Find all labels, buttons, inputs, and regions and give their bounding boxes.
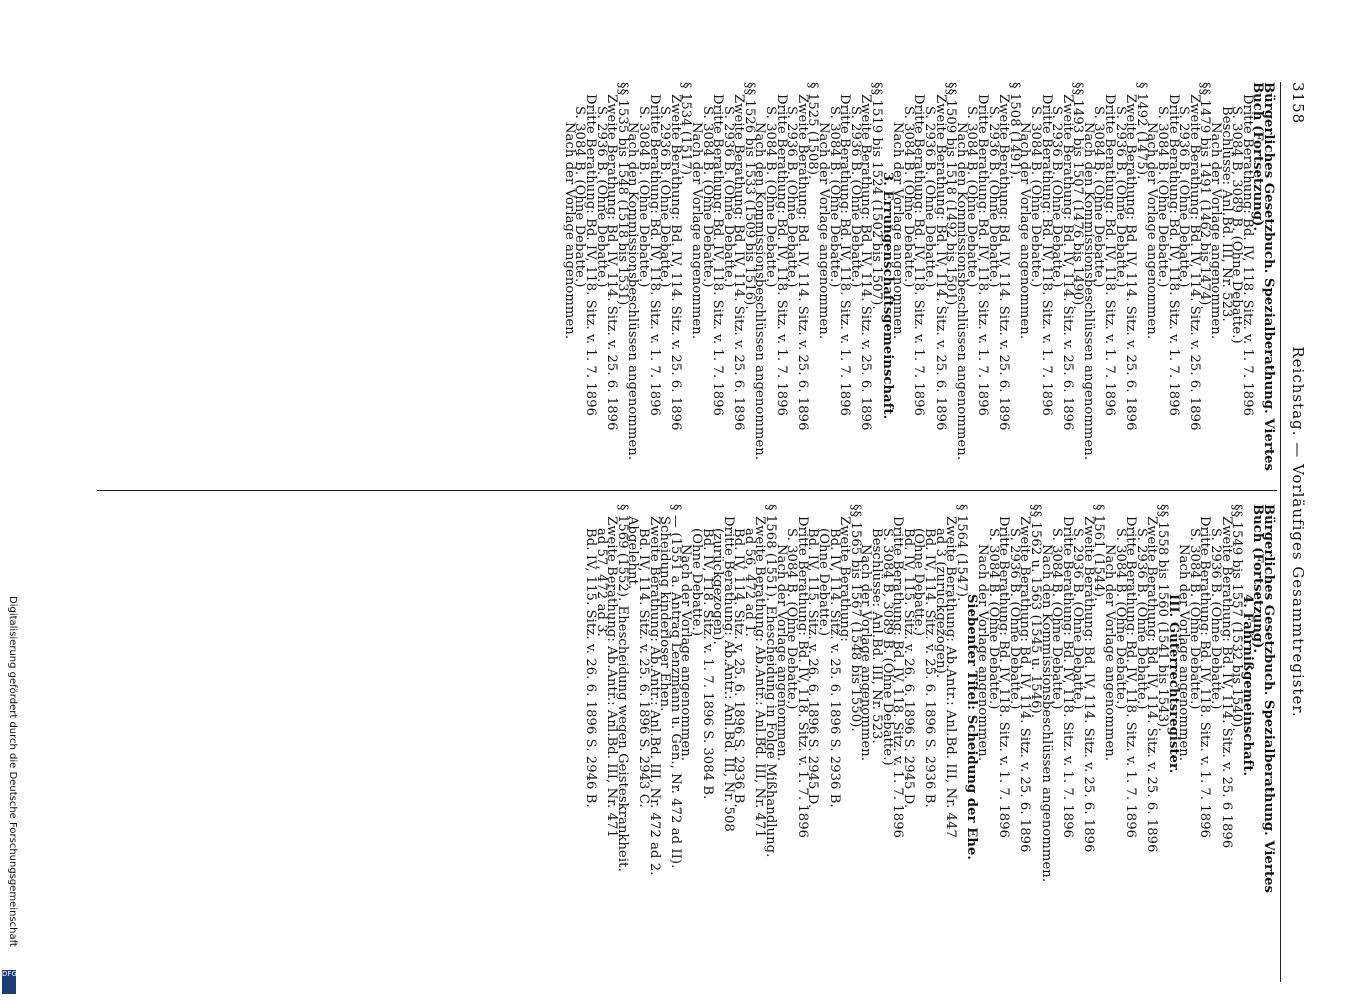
right-column-line: §§ 1565 bis 1567 (1548 bis 1550).	[847, 504, 863, 732]
left-column-line: Zweite Berathung: Bd. IV, 114. Sitz. v. 25. 6. 1896	[932, 94, 948, 431]
right-column-line: Zweite Berathung: Ab.Antr.: Anl.Bd. III, Nr. 447	[943, 516, 959, 838]
left-column-line: Nach der Vorlage angenommen.	[1017, 122, 1033, 340]
right-column-line: (zurückgezogen).	[710, 528, 726, 645]
left-column-line: S. 2936 B. (Ohne Debatte.)	[1049, 106, 1065, 288]
left-column-line: Zweite Berathung: Bd. IV, 114. Sitz. v. 25. 6. 1896	[667, 94, 683, 431]
right-column-line: S. 2936 B. (Ohne Debatte.)	[1133, 528, 1149, 710]
right-column-line: Siebenter Titel: Scheidung der Ehe.	[964, 594, 980, 861]
right-column-line: § 1569 (1552). Ehescheidung wegen Geisteskrankheit.	[614, 504, 630, 872]
left-column-line: Zweite Berathung: Bd. IV, 114. Sitz. v. 25. 6. 1896	[604, 94, 620, 431]
left-column-line: Nach den Kommissionsbeschlüssen angenommen.	[1080, 122, 1096, 461]
left-column-line: S. 3084 B. (Ohne Debatte.)	[964, 106, 980, 288]
right-column-line: Zweite Berathung:	[837, 516, 853, 642]
left-column-line: § 1525 (1508).	[805, 82, 821, 180]
left-column-line: Dritte Berathung: Bd. IV, 118. Sitz. v. 1. 7. 1896	[1038, 94, 1054, 417]
right-column-line: Bürgerliches Gesetzbuch. Spezialberathung. Viertes	[1261, 504, 1276, 893]
right-column-line: Bd. IV, 114. Sitz. v. 25. 6. 1896 S. 2936 B.	[922, 528, 937, 808]
left-column-line: Dritte Berathung: Bd. IV, 118. Sitz. v. 1. 7. 1896	[583, 94, 598, 417]
running-title: Reichstag. — Vorläufiges Gesammtregister.	[1289, 346, 1307, 718]
right-column-line: Bd. IV, 115. Sitz. v. 26. 6. 1896 S. 2945 D.	[805, 528, 821, 809]
dfg-logo: DFG	[2, 970, 16, 994]
right-column-line: Dritte Berathung: Bd. IV, 118. Sitz. v. 1. 7. 1896	[1123, 516, 1139, 839]
left-column-line: S. 3084 B. (Ohne Debatte.)	[1027, 106, 1043, 288]
left-column-line: Nach den Kommissionsbeschlüssen angenommen.	[625, 122, 641, 461]
left-column-line: Dritte Berathung: Bd. IV, 118. Sitz. v. 1. 7. 1896	[837, 94, 853, 417]
right-column-line: Bd. IV, 115. Sitz. v. 26. 6. 1896 S. 2946 B.	[583, 528, 598, 808]
right-column-line: S. 2936 B. (Ohne Debatte.)	[1070, 528, 1086, 710]
right-column-line: S. 3084 B. (Ohne Debatte.)	[784, 528, 800, 710]
left-column-line: S. 3084 B. (Ohne Debatte.)	[699, 106, 715, 288]
left-column-line: Zweite Berathung: Bd. IV, 114. Sitz. v. 25. 6. 1896	[858, 94, 874, 431]
left-column-line: Nach den Kommissionsbeschlüssen angenommen.	[953, 122, 969, 461]
left-column-line: Nach der Vorlage angenommen.	[561, 122, 577, 340]
left-column-line: § 1508 (1491).	[1006, 82, 1022, 180]
right-column-line: Bd. IV, 114. Sitz. v. 25. 6. 1896 S. 2943 C.	[635, 528, 651, 808]
left-column-line: §§ 1493 bis 1507 (1476 bis 1490).	[1070, 82, 1086, 310]
right-column-line: III. Güterrechtsregister.	[1165, 594, 1181, 774]
left-column-line: Beschlüsse: Anl.Bd. III, Nr. 523.	[1218, 106, 1234, 322]
right-column-line: §§ 1558 bis 1560 (1541 bis 1543).	[1155, 504, 1171, 732]
left-column-line: 3. Errungenschaftsgemeinschaft.	[879, 172, 895, 420]
left-column-line: S. 2936 B. (Ohne Debatte.)	[922, 106, 937, 288]
right-column-line: Nach der Vorlage angenommen.	[773, 544, 789, 762]
left-column	[561, 82, 1276, 478]
left-column-line: Dritte Berathung: Bd. IV, 118. Sitz. v. 1. 7. 1896	[974, 94, 990, 417]
left-column-line: Zweite Berathung: Bd. IV, 114. Sitz. v. 25. 6. 1896	[794, 94, 810, 431]
right-column-line: § 1564 (1547).	[953, 504, 969, 602]
right-column-line: § 1561 (1544).	[1091, 504, 1107, 602]
rotated-register-page	[77, 82, 1307, 982]
header-rule	[1280, 82, 1281, 982]
left-column-line: §§ 1509 bis 1518 (1492 bis 1501).	[943, 82, 959, 310]
left-column-line: S. 2936 B. (Ohne Debatte.)	[720, 106, 736, 288]
left-column-line: S. 2936 B. (Ohne Debatte.)	[784, 106, 800, 288]
left-column-line: Dritte Berathung: Bd. IV, 118. Sitz. v. 1. 7. 1896	[646, 94, 662, 417]
right-column-line: ad 3 (zurückgezogen).	[932, 528, 948, 679]
right-column-line: S. 3084 B, 3089 B. (Ohne Debatte.)	[879, 528, 895, 766]
left-column-line: Dritte Berathung: Bd. IV, 118. Sitz. v. 1. 7. 1896	[773, 94, 789, 417]
right-column-line: (Ohne Debatte.)	[688, 528, 704, 637]
right-column-line: S. 3084 B. (Ohne Debatte.)	[1186, 528, 1202, 710]
right-column-line: Nach der Vorlage angenommen.	[1176, 544, 1192, 762]
right-column-line: S. 3084 B. (Ohne Debatte.)	[1049, 528, 1065, 710]
right-column-line: Bd. IV, 118. Sitz. v. 1. 7. 1896 S. 3084 B.	[699, 528, 715, 800]
column-divider	[97, 490, 1277, 491]
left-column-line: S. 3084 B. (Ohne Debatte.)	[900, 106, 916, 288]
right-column-line: (Ohne Debatte.)	[911, 528, 927, 637]
left-column-line: §§ 1479 bis 1491 (1462 bis 1474).	[1197, 82, 1213, 310]
left-column-line: Nach der Vorlage angenommen.	[688, 122, 704, 340]
left-column-line: S. 3084 B. (Ohne Debatte.)	[572, 106, 588, 288]
right-column-line: Nach der Vorlage angenommen.	[974, 544, 990, 762]
right-column-line: Dritte Berathung: Bd. IV, 118. Sitz. v. 1. 7. 1896	[890, 516, 906, 839]
right-column-line: Zweite Berathung: Ab.Antr.: Anl.Bd. III, Nr. 471	[752, 516, 768, 838]
right-column-line: Nach der Vorlage angenommen.	[858, 544, 874, 762]
left-column-line: Nach der Vorlage angenommen.	[1208, 122, 1224, 340]
page-number: 3158	[1289, 82, 1307, 125]
left-column-line: S. 3084 B. (Ohne Debatte.)	[635, 106, 651, 288]
left-column-line: Buch (Fortsetzung).	[1250, 82, 1266, 232]
right-column-line: Dritte Berathung: Bd. IV, 118. Sitz. v. 1. 7. 1896	[1197, 516, 1213, 839]
right-column-line: S. 3084 B. (Ohne Debatte.)	[985, 528, 1001, 710]
right-column-line: S. 3084 B. (Ohne Debatte.)	[1112, 528, 1128, 710]
left-column-line: Nach den Kommissionsbeschlüssen angenommen.	[752, 122, 768, 461]
left-column-line: Dritte Berathung: Bd. IV, 118. Sitz. v. 1. 7. 1896	[1102, 94, 1118, 417]
right-column-line: Bd. IV, 114. Sitz. v. 25. 6. 1896 S. 2936 B.	[826, 528, 842, 808]
left-column-line: Dritte Berathung: Bd. IV, 118. Sitz. v. 1. 7. 1896	[1239, 94, 1255, 417]
right-column-line: Zweite Berathung: Bd. IV, 114. Sitz. v. 25. 6. 1896	[1017, 516, 1033, 853]
left-column-line: § 1492 (1475).	[1133, 82, 1149, 180]
left-column-line: S. 3084 B, 3089 B. (Ohne Debatte.)	[1229, 106, 1245, 344]
right-column-line: Zweite Berathung: Bd. IV, 114. Sitz. v. 25. 6. 1896	[1144, 516, 1160, 853]
left-column-line: Zweite Berathung: Bd. IV, 114. Sitz. v. 25. 6. 1896	[1059, 94, 1075, 431]
left-column-line: Zweite Berathung: Bd. IV, 114. Sitz. v. 25. 6. 1896	[1186, 94, 1202, 431]
right-column-line: Dritte Berathung: Bd. IV, 118. Sitz. v. 1. 7. 1896	[1059, 516, 1075, 839]
right-column-line: Dritte Berathung: Ab.Antr.: Anl.Bd. III, Nr. 508	[720, 516, 736, 832]
digitization-footer	[0, 596, 20, 996]
left-column-line: Bürgerliches Gesetzbuch. Spezialberathung. Viertes	[1261, 82, 1276, 471]
left-column-line: Nach der Vorlage angenommen.	[816, 122, 832, 340]
left-column-line: §§ 1535 bis 1548 (1518 bis 1531).	[614, 82, 630, 310]
left-column-line: §§ 1526 bis 1533 (1509 bis 1516).	[741, 82, 757, 310]
right-column-line: Bd. IV, 115. Sitz. v. 26. 6. 1896 S. 2945 D.	[900, 528, 916, 809]
left-column-line: Zweite Berathung: Bd. IV, 114. Sitz. v. 25. 6. 1896	[996, 94, 1012, 431]
right-column	[583, 504, 1276, 900]
right-column-line: Zweite Berathung: Bd. IV, 114. Sitz. v. 25. 6 1896	[1218, 516, 1234, 849]
left-column-line: S. 2936 B. (Ohne Debatte.)	[1176, 106, 1192, 288]
left-column-line: S. 2936 B. (Ohne Debatte.)	[657, 106, 673, 288]
right-column-line: Dritte Berathung: Bd. IV, 118. Sitz. v. 1. 7. 1896	[996, 516, 1012, 839]
right-column-line: S. 2936 B. (Ohne Debatte.)	[1006, 528, 1022, 710]
left-column-line: S. 2936 B. (Ohne Debatte.)	[847, 106, 863, 288]
right-column-line: §§ 1562 u. 1563 (1545 u. 1546).	[1027, 504, 1043, 719]
right-column-line: Abgelehnt.	[625, 516, 641, 590]
left-column-line: Zweite Berathung: Bd. IV, 114. Sitz. v. 25. 6. 1896	[1123, 94, 1139, 431]
left-column-line: §§ 1519 bis 1524 (1502 bis 1507).	[869, 82, 885, 310]
right-column-line: Nach der Vorlage angenommen.	[678, 544, 694, 762]
page-header	[1285, 82, 1307, 982]
right-column-line: ad 57, 472 ad 3.	[593, 528, 609, 637]
right-column-line: Zweite Berathung: Bd. IV, 114. Sitz. v. 25. 6. 1896	[1080, 516, 1096, 853]
left-column-line: § 1534 (1517).	[678, 82, 694, 180]
right-column-line: Beschlüsse: Anl.Bd. III, Nr. 523.	[869, 528, 885, 744]
right-column-line: § — (1551 a. Antrag Lenzmann u. Gen., Nr. 472 ad II).	[667, 504, 683, 869]
right-column-line: Scheidung kinderloser Ehen.	[657, 516, 673, 712]
right-column-line: Buch (Fortsetzung).	[1250, 504, 1266, 654]
right-column-line: §§ 1549 bis 1557 (1532 bis 1540).	[1229, 504, 1245, 732]
left-column-line: Dritte Berathung: Bd. IV, 118. Sitz. v. 1. 7. 1896	[710, 94, 726, 417]
right-column-line: (Ohne Debatte.)	[816, 528, 832, 637]
right-column-line: ad 56, 472 ad 1.	[741, 528, 757, 637]
left-column-line: Zweite Berathung: Bd. IV, 114. Sitz. v. 25. 6. 1896	[731, 94, 747, 431]
left-column-line: Nach der Vorlage angenommen.	[1144, 122, 1160, 340]
left-column-line: S. 3084 B. (Ohne Debatte.)	[1091, 106, 1107, 288]
left-column-line: S. 2936 B. (Ohne Debatte.)	[1112, 106, 1128, 288]
right-column-line: S. 2936 B. (Ohne Debatte.)	[1208, 528, 1224, 710]
left-column-line: S. 2936 B. (Ohne Debatte.)	[593, 106, 609, 288]
left-column-line: S. 3084 B. (Ohne Debatte.)	[763, 106, 779, 288]
right-column-line: Zweite Berathung: Ab.Antr.: Anl.Bd. III, Nr. 472 ad 2.	[646, 516, 662, 876]
right-column-line: Nach der Vorlage angenommen.	[1102, 544, 1118, 762]
right-column-line: § 1568 (1551). Ehescheidung in Folge Mißhandlung.	[763, 504, 779, 858]
right-column-line: Zweite Berathung: Ab.Antr.: Anl.Bd. III, Nr. 471	[604, 516, 620, 838]
digitization-note: Digitalisierung gefördert durch die Deutsche Forschungsgemeinschaft	[7, 596, 18, 947]
left-column-line: Dritte Berathung: Bd. IV, 118. Sitz. v. 1. 7. 1896	[911, 94, 927, 417]
left-column-line: S. 3084 B. (Ohne Debatte.)	[826, 106, 842, 288]
right-column-line: 4. Fahrnißgemeinschaft.	[1239, 594, 1255, 777]
left-column-line: Nach der Vorlage angenommen.	[890, 122, 906, 340]
left-column-line: S. 3084 B. (Ohne Debatte.)	[1155, 106, 1171, 288]
right-column-line: Nach den Kommissionsbeschlüssen angenommen.	[1038, 544, 1054, 883]
right-column-line: Bd. IV, 114. Sitz. v. 25. 6. 1896 S. 2936 B.	[731, 528, 747, 808]
left-column-line: S. 2936 B. (Ohne Debatte.)	[985, 106, 1001, 288]
left-column-line: Dritte Berathung: Bd. IV, 118. Sitz. v. 1. 7. 1896	[1165, 94, 1181, 417]
right-column-line: Dritte Berathung: Bd. IV, 118. Sitz. v. 1. 7. 1896	[794, 516, 810, 839]
